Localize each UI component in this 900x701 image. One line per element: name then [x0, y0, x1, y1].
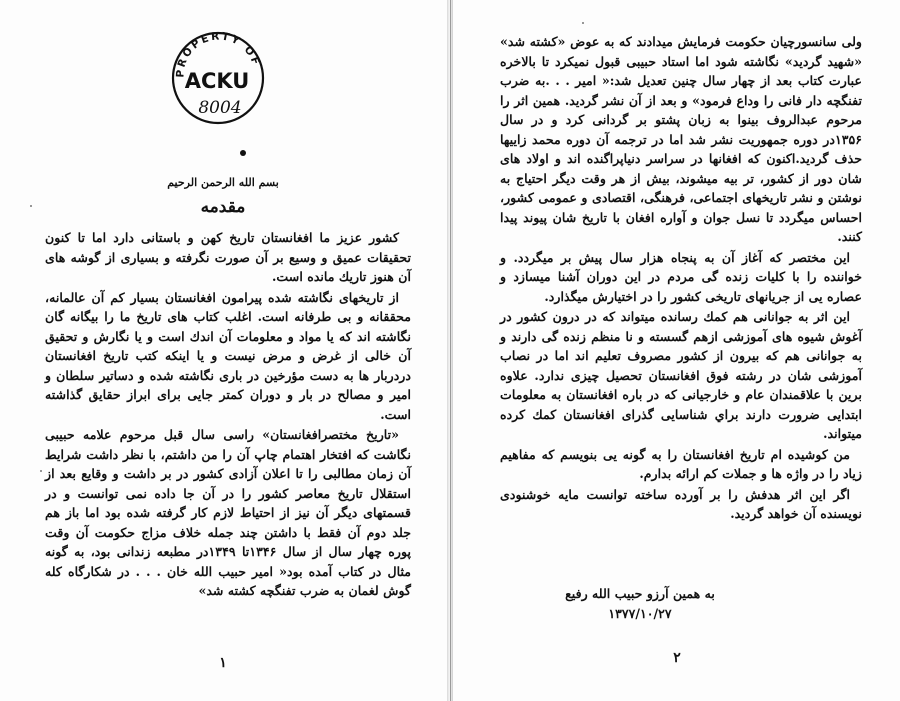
- signature-line: به همین آرزو حبیب الله رفیع: [565, 586, 715, 601]
- author-signature: [500, 584, 780, 624]
- basmala-line: بسم الله الرحمن الرحيم: [167, 176, 279, 189]
- scan-speck: [40, 470, 42, 472]
- page-fold-line: [450, 0, 451, 701]
- paragraph: اگر این اثر هدفش را بر آورده ساخته توانست مایه خوشنودی نویسنده آن خواهد گردید.: [500, 486, 862, 521]
- stamp-arc-text: PROPERTY OF: [174, 30, 263, 78]
- page-number-left: ۱: [219, 655, 227, 671]
- property-stamp: [170, 30, 266, 126]
- paragraph: این اثر به جوانانی هم کمك رسانده میتواند که در درون کشور در آغوش شیوه های آموزشی ازهم گسسته و نا منظم زنده گی دارند و به جوانانی هم که بیرون از کشور مصروف تعلیم اند اما در نصاب آموزشی شان در رشته فوق افغانستان تحصیل چیزی ندارد. علاوه برین با علاقمندان عام و خارجیانی که در باره افغانستان به معلومات ابتدایی ضرورت دارند براي شناسایی گذرای افغانستان کمك کرده میتواند.: [500, 309, 862, 441]
- paragraph: کشور عزیز ما افغانستان تاریخ کهن و باستانی دارد اما تا کنون تحقیقات عمیق و وسیع بر آن صورت نگرفته و بسیاری از گوشه های آن هنوز تاریك مانده است.: [45, 230, 411, 284]
- left-body-text: [45, 228, 411, 602]
- scan-speck: [582, 22, 584, 24]
- paragraph: این مختصر که آغاز آن به پنجاه هزار سال پیش بر میگردد. و خواننده را با کلیات زنده گی مردم در این دوران آشنا میسازد و عصاره یی از جریانهای تاریخی کشور را در اختیارش میگذارد.: [500, 249, 862, 304]
- signature-date: ۱۳۷۷/۱۰/۲۷: [608, 606, 672, 621]
- page-number-right: ۲: [673, 650, 681, 666]
- left-page: [0, 0, 446, 701]
- stamp-center-text: ACKU: [184, 69, 250, 93]
- page-title: مقدمه: [200, 197, 246, 217]
- ink-dot: [240, 150, 246, 156]
- paragraph: ولی سانسورچیان حکومت فرمایش میدادند که به عوض «کشته شد» «شهید گردید» نگاشته شود اما استاد حبیبی قبول نمیکرد تا بالاخره عبارت کتاب بعد از چهار سال چنین تعدیل شد:« امیر . . .به ضرب تفنگچه دار فانی را وداع فرمود» و بعد از آن نشر گردید. همین اثر را مرحوم عبدالروف بینوا به زبان پشتو بر گردانی کرد و در سال ۱۳۵۶در دوره جمهوریت نشر شد اما در ترجمه آن دوره محمد زاییها حذف گردید.اکنون که افغانها در سراسر دنیاپراگنده اند و اولاد های شان دور از کشور، تر بیه میشوند، بیش از هر وقت دیگر احتیاج به نوشتن و نشر تاریخهای اجتماعی، فرهنگی، اقتصادی و عمومی کشور، احساس میگردد تا نسل جوان و آواره افغان با تاریخ شان پیوند پیدا کنند.: [500, 34, 862, 244]
- right-body-text: [500, 32, 862, 525]
- stamp-number: 8004: [198, 98, 242, 118]
- scan-speck: [30, 205, 32, 207]
- stamp-graphic: [170, 30, 266, 126]
- right-page: [454, 0, 900, 701]
- paragraph: من کوشیده ام تاریخ افغانستان را به گونه یی بنویسم که مفاهیم زیاد را در واژه ها و جملات کم ارائه بدارم.: [500, 446, 862, 481]
- paragraph: «تاریخ مختصرافغانستان» راسی سال قبل مرحوم علامه حبیبی نگاشت که افتخار اهتمام چاپ آن را من داشتم، با نظر داشت شرایط آن زمان مطالبی را تا اعلان آزادی کشور در بر داشت و وقایع بعد از استقلال تاریخ معاصر کشور را در آن جا داده نمی توانست و در قسمتهای دیگر آن نیز از احتیاط لازم کار گرفته شده بود اما باز هم جلد دوم آن فقط با داشتن چند جمله خلاف مزاج حکومت آن وقت پوره چهار سال از سال ۱۳۴۶تا ۱۳۴۹در مطبعه زندانی بود، به گونه مثال در کتاب آمده بود« امیر حبیب الله خان . . . در شکارگاه کله گوش لغمان به ضرب تفنگچه کشته شد»: [45, 427, 411, 598]
- paragraph: از تاریخهای نگاشته شده پیرامون افغانستان بسیار کم آن عالمانه، محققانه و بی طرفانه است. اغلب کتاب های تاریخ ما را بیگانه گان نگاشته اند که یا مواد و معلومات آن اندك است و یا نگارش و تحقیق آن خالی از غرض و مرض نیست و یا اینکه کتب تاریخ افغانستان دردربار ها به دست مؤرخین در باری نگاشته شده و دساتیر سلطان و امیر و مصالح در بار و دوران کمتر جایی برای ابراز حقایق گذاشته است.: [45, 289, 411, 422]
